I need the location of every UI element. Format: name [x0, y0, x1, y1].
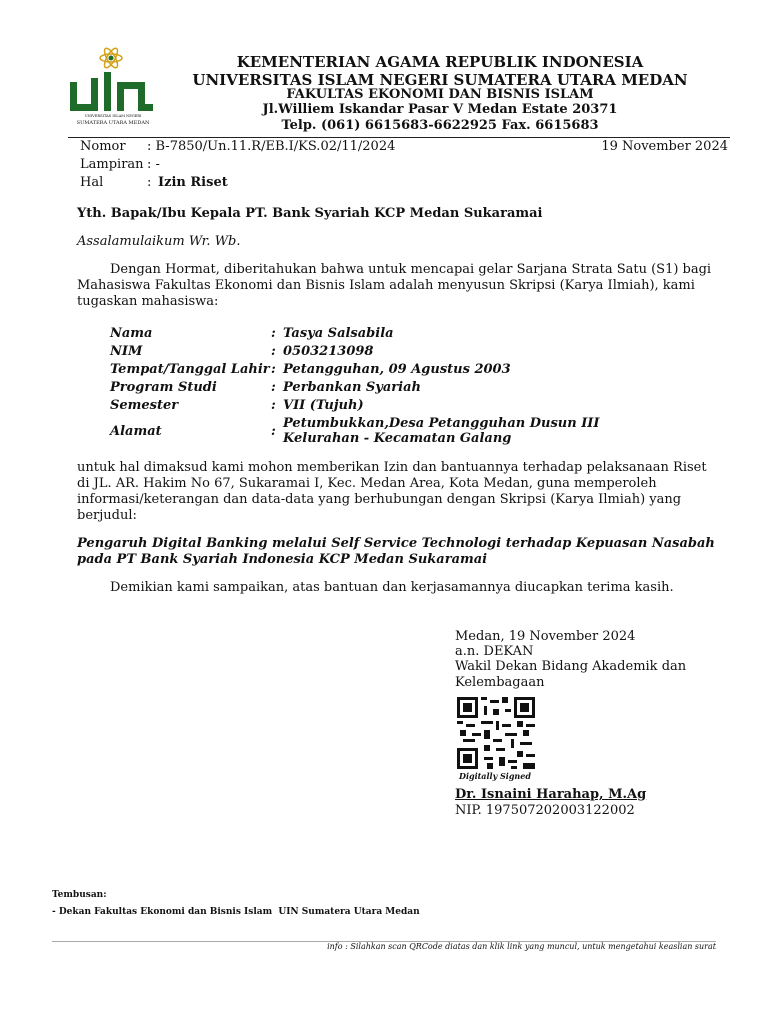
closing-paragraph: Demikian kami sampaikan, atas bantuan dan kerjasamannya diucapkan terima kasih.: [110, 580, 674, 595]
body-paragraph: untuk hal dimaksud kami mohon memberikan Izin dan bantuannya terhadap pelaksanaan Riset di JL. AR. Hakim No 67, Sukaramai I, Kec. Medan Area, Kota Medan, guna memperoleh informasi/keterangan dan data-data yang berhubungan dengan Skripsi (Karya Ilmiah) yang berjudul:: [77, 460, 707, 523]
header-divider: [68, 137, 730, 138]
field-value: Petangguhan, 09 Agustus 2003: [283, 361, 511, 377]
nomor-label: Nomor: [80, 139, 126, 154]
header-university: UNIVERSITAS ISLAM NEGERI SUMATERA UTARA MEDAN: [192, 71, 688, 89]
hal-value: Izin Riset: [158, 175, 228, 190]
student-row-program: [110, 378, 673, 396]
letter-date: 19 November 2024: [601, 139, 728, 154]
lampiran-label: Lampiran: [80, 157, 144, 172]
qr-code[interactable]: [457, 697, 535, 769]
field-label: Tempat/Tanggal Lahir: [110, 361, 270, 377]
header-ministry: KEMENTERIAN AGAMA REPUBLIK INDONESIA: [236, 53, 644, 71]
header-address: Jl.Williem Iskandar Pasar V Medan Estate 20371: [262, 102, 618, 117]
signature-place-date: Medan, 19 November 2024: [455, 629, 636, 644]
uin-emblem-icon: [66, 42, 156, 132]
hal-label: Hal: [80, 175, 104, 190]
tembusan-label: Tembusan:: [52, 890, 107, 900]
field-label: Semester: [110, 397, 179, 413]
recipient: Yth. Bapak/Ibu Kepala PT. Bank Syariah KCP Medan Sukaramai: [77, 206, 543, 221]
field-label: NIM: [110, 343, 143, 359]
field-colon: :: [271, 423, 276, 439]
field-colon: :: [271, 361, 276, 377]
field-value: VII (Tujuh): [283, 397, 364, 413]
student-row-nim: [110, 342, 673, 360]
student-info-table: [110, 324, 673, 448]
thesis-title: Pengaruh Digital Banking melalui Self Service Technologi terhadap Kepuasan Nasabah pada PT Bank Syariah Indonesia KCP Medan Sukaramai: [77, 536, 715, 567]
field-colon: :: [271, 379, 276, 395]
logo-caption-bottom: SUMATERA UTARA MEDAN: [76, 120, 150, 126]
student-row-nama: [110, 324, 673, 342]
lampiran-value: : -: [147, 157, 160, 172]
footer-info: info : Silahkan scan QRCode diatas dan klik link yang muncul, untuk mengetahui keaslian surat: [327, 942, 716, 951]
signature-an: a.n. DEKAN: [455, 644, 534, 659]
greeting: Assalamulaikum Wr. Wb.: [77, 234, 241, 249]
tembusan-item: - Dekan Fakultas Ekonomi dan Bisnis Islam UIN Sumatera Utara Medan: [52, 907, 420, 917]
qr-code-icon: [457, 697, 535, 769]
header-faculty: FAKULTAS EKONOMI DAN BISNIS ISLAM: [286, 87, 594, 102]
student-row-semester: [110, 396, 673, 414]
field-colon: :: [271, 397, 276, 413]
student-row-alamat: [110, 414, 673, 448]
digitally-signed-label: Digitally Signed: [459, 771, 531, 781]
logo-caption-top: UNIVERSITAS ISLAM NEGERI: [84, 114, 142, 118]
field-value: Tasya Salsabila: [283, 325, 394, 341]
field-label: Nama: [110, 325, 153, 341]
header-phone: Telp. (061) 6615683-6622925 Fax. 6615683: [281, 118, 599, 133]
intro-paragraph: Dengan Hormat, diberitahukan bahwa untuk mencapai gelar Sarjana Strata Satu (S1) bagi Mahasiswa Fakultas Ekonomi dan Bisnis Islam adalah menyusun Skripsi (Karya Ilmiah), kami tugaskan mahasiswa:: [77, 262, 712, 309]
field-value: Perbankan Syariah: [283, 379, 421, 395]
field-label: Alamat: [110, 423, 162, 439]
field-value: 0503213098: [283, 343, 374, 359]
hal-colon: :: [147, 175, 152, 190]
field-colon: :: [271, 325, 276, 341]
field-colon: :: [271, 343, 276, 359]
signer-name: Dr. Isnaini Harahap, M.Ag: [455, 787, 647, 802]
nomor-value: : B-7850/Un.11.R/EB.I/KS.02/11/2024: [147, 139, 396, 154]
field-value: Petumbukkan,Desa Petangguhan Dusun III Kelurahan - Kecamatan Galang: [283, 416, 600, 446]
signature-role: Wakil Dekan Bidang Akademik dan Kelembagaan: [455, 659, 687, 690]
student-row-birth: [110, 360, 673, 378]
signer-nip: NIP. 197507202003122002: [455, 803, 635, 818]
field-label: Program Studi: [110, 379, 217, 395]
university-logo: [66, 42, 156, 132]
